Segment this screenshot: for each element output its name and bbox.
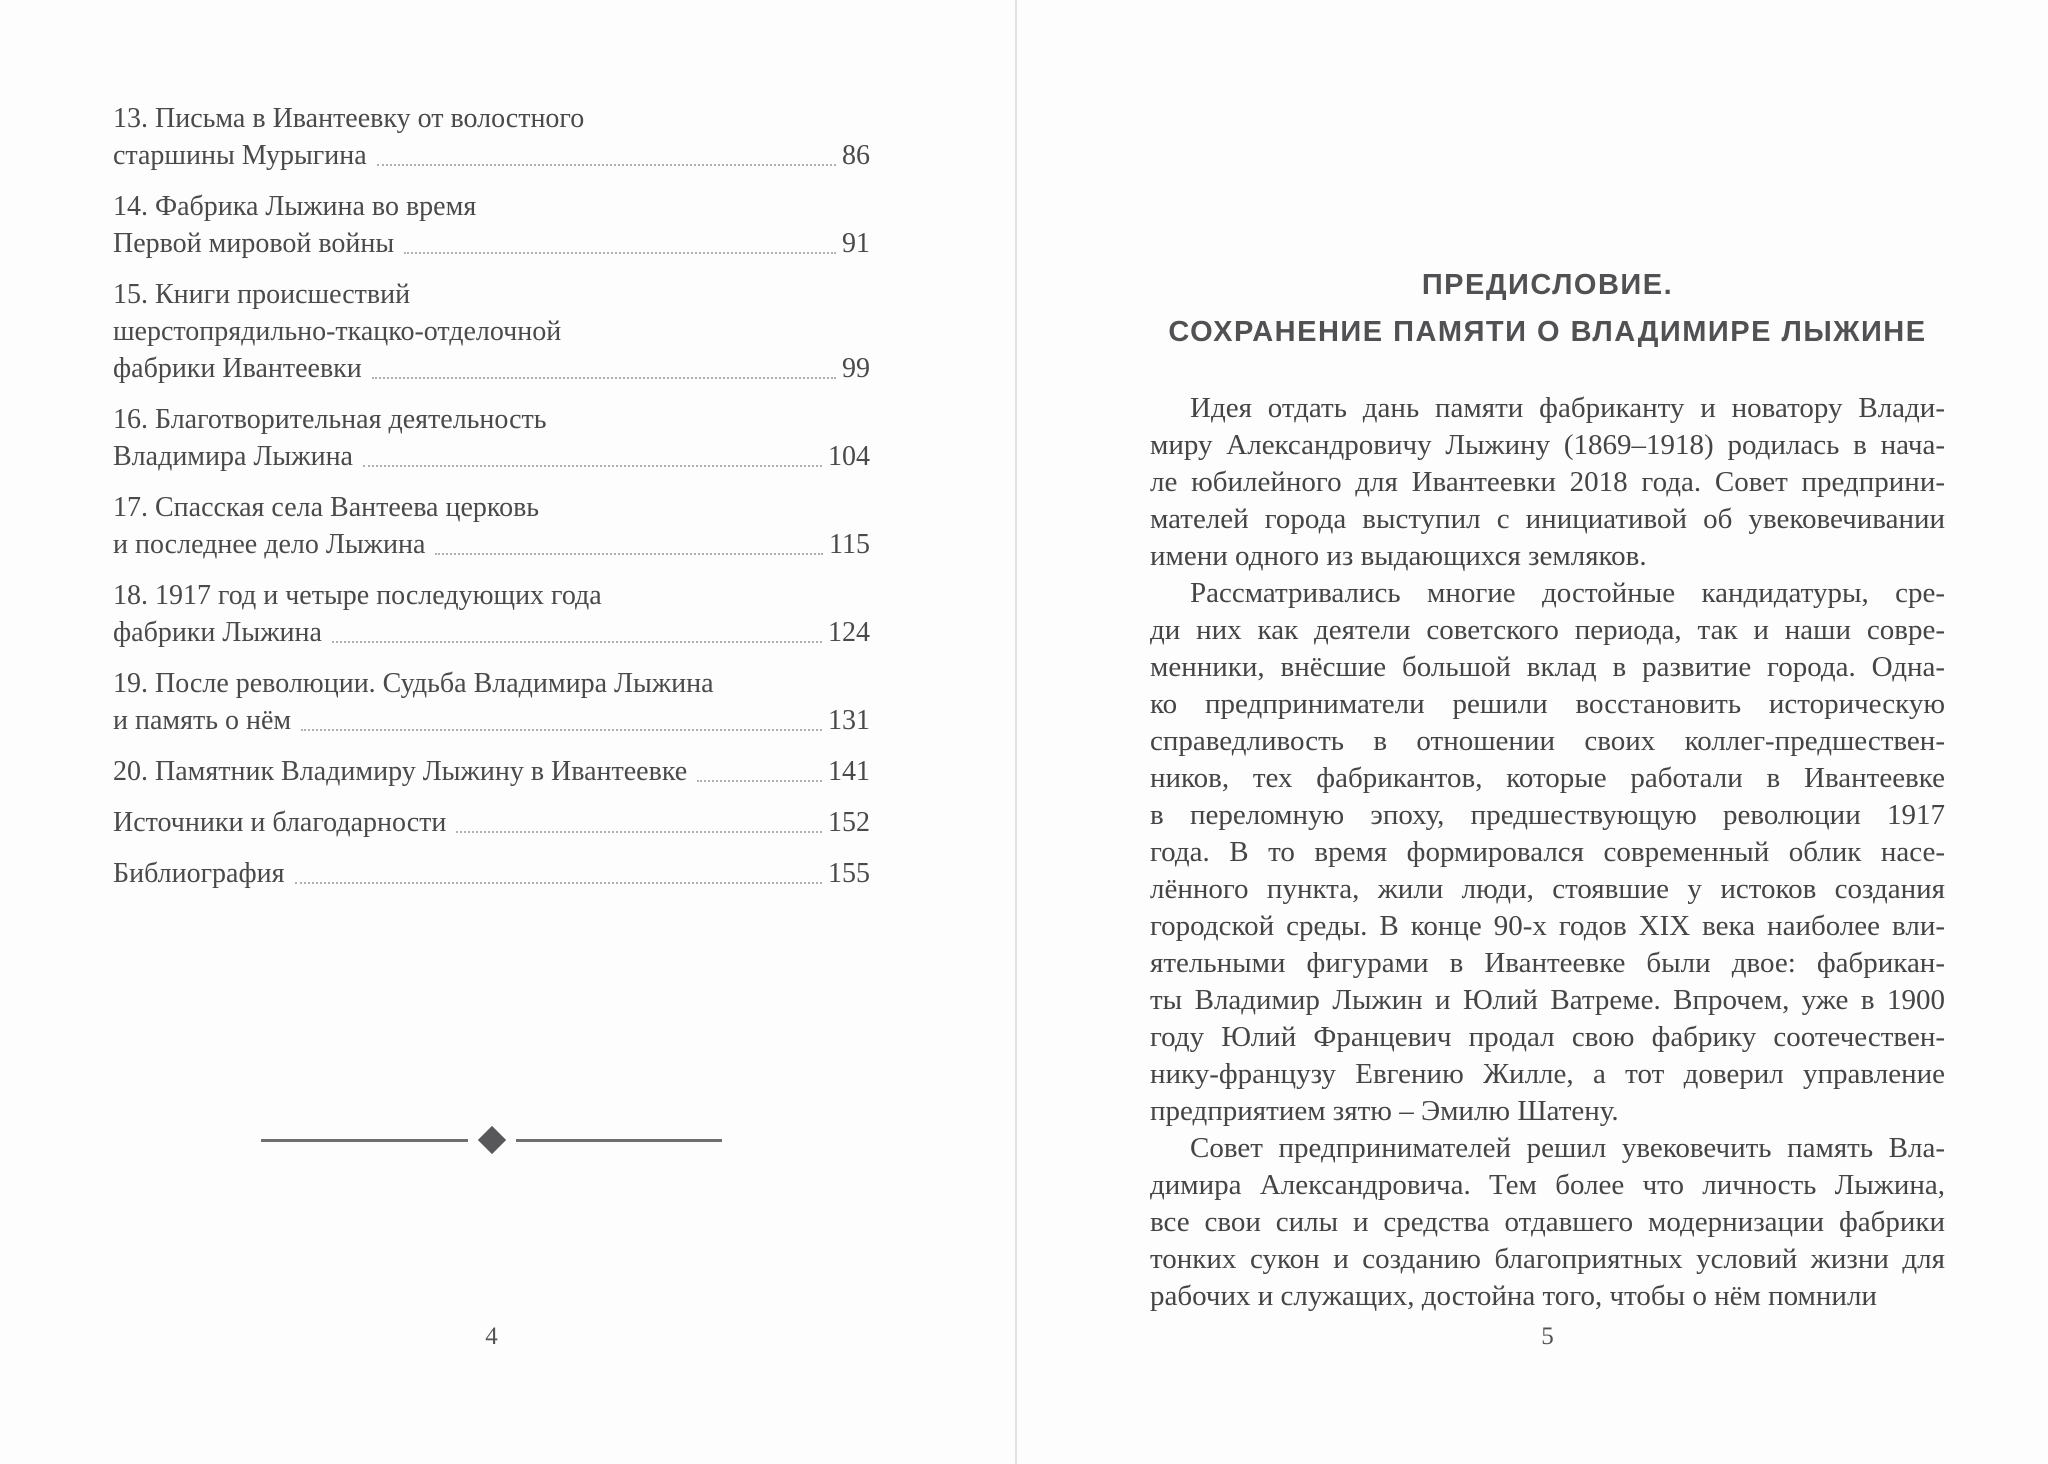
toc-page-number: 152 bbox=[828, 807, 870, 838]
toc-page-number: 124 bbox=[828, 617, 870, 648]
dotted-leader bbox=[301, 729, 822, 731]
toc-entry-last-line bbox=[113, 225, 870, 262]
dotted-leader bbox=[295, 882, 823, 884]
text-line: рабочих и служащих, достойна того, чтобы о нём помнили bbox=[1150, 1280, 1877, 1312]
section-divider bbox=[261, 1127, 722, 1153]
text-line: городской среды. В конце 90-х годов XIX века наиболее вли- bbox=[1150, 910, 1945, 942]
toc-entry-line: фабрики Лыжина bbox=[113, 617, 322, 648]
preface-heading bbox=[1100, 262, 1995, 356]
page-number-left: 4 bbox=[485, 1323, 498, 1350]
toc-entry bbox=[113, 276, 870, 387]
toc-entry-line: 18. 1917 год и четыре последующих года bbox=[113, 580, 602, 611]
toc-entry bbox=[113, 753, 870, 790]
toc-entry-line: шерстопрядильно-ткацко-отделочной bbox=[113, 316, 562, 347]
dotted-leader bbox=[435, 553, 823, 555]
toc-page-number: 99 bbox=[842, 353, 870, 384]
toc-page-number: 155 bbox=[828, 858, 870, 889]
toc-page-number: 115 bbox=[829, 529, 870, 560]
table-of-contents bbox=[113, 100, 870, 906]
toc-entry-line: Первой мировой войны bbox=[113, 228, 395, 259]
toc-page-number: 91 bbox=[842, 228, 870, 259]
toc-entry bbox=[113, 855, 870, 892]
toc-entry-last-line bbox=[113, 804, 870, 841]
preface-heading-line2: СОХРАНЕНИЕ ПАМЯТИ О ВЛАДИМИРЕ ЛЫЖИНЕ bbox=[1168, 316, 1927, 348]
toc-entry-line: Источники и благодарности bbox=[113, 807, 447, 838]
toc-page-number: 131 bbox=[828, 705, 870, 736]
toc-entry-line: 15. Книги происшествий bbox=[113, 279, 411, 310]
dotted-leader bbox=[404, 252, 836, 254]
text-line: менники, внёсшие большой вклад в развитие города. Одна- bbox=[1150, 651, 1945, 683]
toc-entry-last-line bbox=[113, 855, 870, 892]
toc-entry-last-line bbox=[113, 350, 870, 387]
text-line: предприятием зятю – Эмилю Шатену. bbox=[1150, 1095, 1619, 1127]
text-line: ди них как деятели советского периода, так и наши совре- bbox=[1150, 614, 1945, 646]
toc-entry-line: 13. Письма в Ивантеевку от волостного bbox=[113, 103, 585, 134]
toc-entry-line: и последнее дело Лыжина bbox=[113, 529, 426, 560]
text-line: ко предприниматели решили восстановить историческую bbox=[1150, 688, 1945, 720]
toc-entry-line: и память о нём bbox=[113, 705, 292, 736]
text-line: миру Александровичу Лыжину (1869–1918) родилась в нача- bbox=[1150, 429, 1945, 461]
toc-entry-line: 14. Фабрика Лыжина во время bbox=[113, 191, 477, 222]
divider-rule-right bbox=[516, 1139, 723, 1142]
preface-body bbox=[1150, 390, 1945, 1315]
toc-entry-line: Владимира Лыжина bbox=[113, 441, 353, 472]
dotted-leader bbox=[332, 641, 822, 643]
toc-entry-last-line bbox=[113, 137, 870, 174]
toc-entry-last-line bbox=[113, 438, 870, 475]
toc-entry-line: 19. После революции. Судьба Владимира Лыжина bbox=[113, 668, 714, 699]
text-line: все свои силы и средства отдавшего модернизации фабрики bbox=[1150, 1206, 1945, 1238]
toc-entry-line: 16. Благотворительная деятельность bbox=[113, 404, 547, 435]
text-line: димира Александровича. Тем более что личность Лыжина, bbox=[1150, 1169, 1945, 1201]
text-line: Совет предпринимателей решил увековечить память Вла- bbox=[1190, 1132, 1945, 1164]
text-line: в переломную эпоху, предшествующую революции 1917 bbox=[1150, 799, 1945, 831]
toc-entry bbox=[113, 188, 870, 262]
dotted-leader bbox=[697, 780, 822, 782]
toc-entry bbox=[113, 665, 870, 739]
text-line: Рассматривались многие достойные кандидатуры, сре- bbox=[1190, 577, 1945, 609]
paragraph bbox=[1150, 390, 1945, 575]
text-line: тонких сукон и созданию благоприятных условий жизни для bbox=[1150, 1243, 1945, 1275]
toc-page-number: 141 bbox=[828, 756, 870, 787]
toc-entry-line: старшины Мурыгина bbox=[113, 140, 367, 171]
text-line: нику-французу Евгению Жилле, а тот доверил управление bbox=[1150, 1058, 1945, 1090]
preface-heading-line1: ПРЕДИСЛОВИЕ. bbox=[1421, 269, 1674, 301]
diamond-ornament-icon bbox=[477, 1126, 505, 1154]
text-line: ты Владимир Лыжин и Юлий Ватреме. Впрочем, уже в 1900 bbox=[1150, 984, 1945, 1016]
text-line: года. В то время формировался современный облик насе- bbox=[1150, 836, 1945, 868]
toc-entry bbox=[113, 100, 870, 174]
toc-entry bbox=[113, 401, 870, 475]
text-line: Идея отдать дань памяти фабриканту и новатору Влади- bbox=[1190, 392, 1945, 424]
text-line: году Юлий Францевич продал свою фабрику соотечествен- bbox=[1150, 1021, 1945, 1053]
dotted-leader bbox=[377, 164, 836, 166]
toc-page-number: 104 bbox=[828, 441, 870, 472]
divider-rule-left bbox=[261, 1139, 468, 1142]
page-gutter-divider bbox=[1015, 0, 1017, 1464]
page-number-right: 5 bbox=[1541, 1323, 1554, 1350]
dotted-leader bbox=[456, 831, 822, 833]
dotted-leader bbox=[363, 465, 822, 467]
toc-entry-line: Библиография bbox=[113, 858, 285, 889]
toc-entry bbox=[113, 489, 870, 563]
toc-entry bbox=[113, 577, 870, 651]
text-line: мателей города выступил с инициативой об увековечивании bbox=[1150, 503, 1945, 535]
toc-entry-line: 20. Памятник Владимиру Лыжину в Ивантеевке bbox=[113, 756, 688, 787]
toc-entry bbox=[113, 804, 870, 841]
paragraph bbox=[1150, 1130, 1945, 1315]
toc-entry-last-line bbox=[113, 526, 870, 563]
paragraph bbox=[1150, 575, 1945, 1130]
dotted-leader bbox=[372, 377, 836, 379]
text-line: лённого пункта, жили люди, стоявшие у истоков создания bbox=[1150, 873, 1945, 905]
toc-entry-line: 17. Спасская села Вантеева церковь bbox=[113, 492, 540, 523]
toc-entry-last-line bbox=[113, 753, 870, 790]
toc-page-number: 86 bbox=[842, 140, 870, 171]
text-line: имени одного из выдающихся земляков. bbox=[1150, 540, 1647, 572]
text-line: ле юбилейного для Ивантеевки 2018 года. Совет предприни- bbox=[1150, 466, 1945, 498]
toc-entry-last-line bbox=[113, 614, 870, 651]
toc-entry-line: фабрики Ивантеевки bbox=[113, 353, 362, 384]
text-line: ятельными фигурами в Ивантеевке были двое: фабрикан- bbox=[1150, 947, 1945, 979]
toc-entry-last-line bbox=[113, 702, 870, 739]
text-line: ников, тех фабрикантов, которые работали в Ивантеевке bbox=[1150, 762, 1945, 794]
text-line: справедливость в отношении своих коллег-предшествен- bbox=[1150, 725, 1945, 757]
